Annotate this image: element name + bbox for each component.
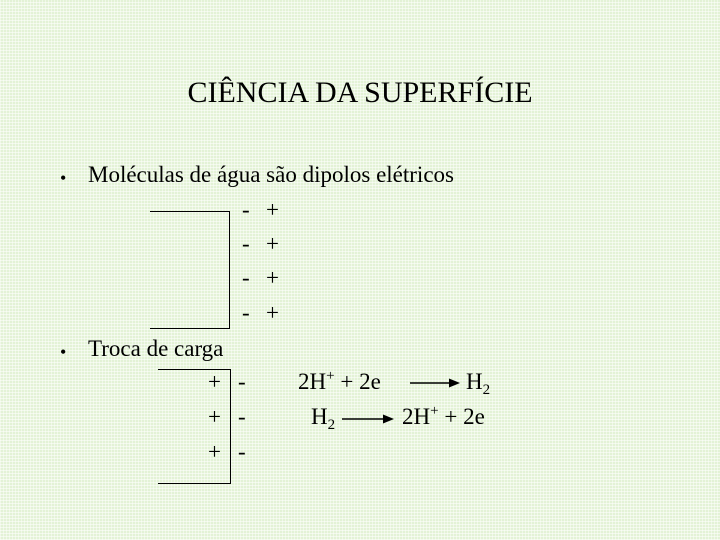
dipole-negative: -	[242, 231, 250, 256]
bullet-water-dipoles: Moléculas de água são dipolos elétricos	[88, 162, 454, 187]
charge-negative: -	[238, 369, 246, 394]
reaction-arrow-icon	[342, 412, 394, 426]
proton-term: 2H	[298, 369, 327, 394]
dipole-positive: +	[266, 197, 279, 222]
reaction-2-reactant	[311, 404, 336, 433]
plus-operator: +	[444, 404, 458, 429]
subscript: 2	[482, 382, 491, 398]
charge-positive: +	[208, 404, 221, 429]
bullet-charge-exchange: Troca de carga	[88, 336, 224, 361]
charge-superscript: +	[430, 403, 439, 419]
reaction-2-products	[402, 404, 485, 430]
subscript: 2	[327, 417, 336, 433]
reaction-1-product	[466, 369, 491, 398]
bullet-marker: •	[60, 168, 67, 188]
dipole-positive: +	[266, 300, 279, 325]
charge-positive: +	[208, 439, 221, 464]
charge-negative: -	[238, 404, 246, 429]
dipole-negative: -	[242, 300, 250, 325]
bullet-marker: •	[60, 342, 67, 362]
hydrogen-term: H	[311, 404, 328, 429]
charge-negative: -	[238, 439, 246, 464]
reaction-arrow-icon	[410, 376, 460, 390]
dipole-positive: +	[266, 231, 279, 256]
dipole-negative: -	[242, 197, 250, 222]
charge-superscript: +	[326, 368, 335, 384]
dipole-positive: +	[266, 265, 279, 290]
proton-term: 2H	[402, 404, 431, 429]
hydrogen-term: H	[466, 369, 483, 394]
dipole-negative: -	[242, 265, 250, 290]
electron-term: 2e	[359, 369, 381, 394]
plus-operator: +	[340, 369, 354, 394]
electron-term: 2e	[463, 404, 485, 429]
charge-positive: +	[208, 369, 221, 394]
slide-title: CIÊNCIA DA SUPERFÍCIE	[187, 76, 533, 109]
reaction-1-reactants	[298, 369, 381, 395]
